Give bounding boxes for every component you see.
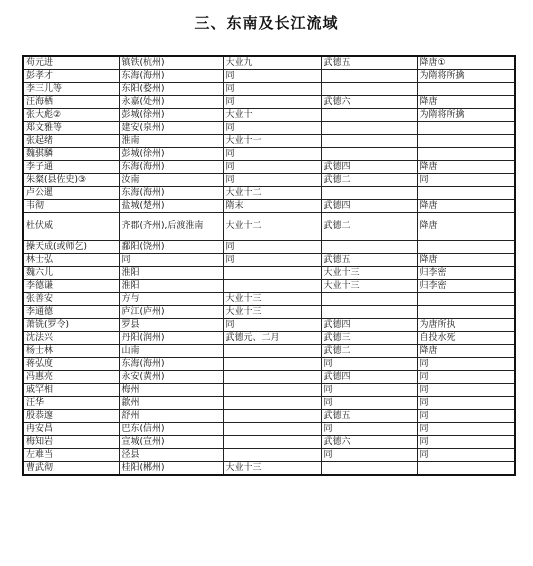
leader-cell: 蒋弘度 [23, 358, 119, 371]
leader-cell: 汪海栖 [23, 96, 119, 109]
table-row [23, 345, 515, 358]
leader-cell: 梅知岩 [23, 436, 119, 449]
leader-cell: 冯惠亮 [23, 371, 119, 384]
end-cell: 大业十三 [321, 280, 417, 293]
outcome-cell [417, 306, 515, 319]
start-cell: 同 [223, 319, 321, 332]
rebels-table [22, 55, 516, 476]
end-cell: 武德三 [321, 332, 417, 345]
leader-cell: 彭孝才 [23, 70, 119, 83]
start-cell: 大业十二 [223, 213, 321, 241]
end-cell: 武德二 [321, 345, 417, 358]
table-row [23, 122, 515, 135]
origin-cell: 永嘉(处州) [119, 96, 223, 109]
end-cell [321, 462, 417, 476]
end-cell [321, 187, 417, 200]
start-cell [223, 280, 321, 293]
start-cell: 同 [223, 122, 321, 135]
start-cell [223, 436, 321, 449]
outcome-cell: 归李密 [417, 267, 515, 280]
outcome-cell: 同 [417, 174, 515, 187]
start-cell: 大业十三 [223, 293, 321, 306]
table-body [23, 56, 515, 475]
end-cell: 武德四 [321, 161, 417, 174]
table-row [23, 241, 515, 254]
start-cell: 大业十一 [223, 135, 321, 148]
leader-cell: 冉安昌 [23, 423, 119, 436]
origin-cell: 歙州 [119, 397, 223, 410]
end-cell: 武德四 [321, 371, 417, 384]
origin-cell: 巴东(信州) [119, 423, 223, 436]
end-cell: 武德四 [321, 200, 417, 213]
start-cell [223, 267, 321, 280]
table-row [23, 83, 515, 96]
outcome-cell: 同 [417, 423, 515, 436]
outcome-cell [417, 135, 515, 148]
end-cell: 同 [321, 423, 417, 436]
origin-cell: 桂阳(郴州) [119, 462, 223, 476]
table-row [23, 161, 515, 174]
end-cell [321, 293, 417, 306]
table-row [23, 397, 515, 410]
end-cell [321, 148, 417, 161]
outcome-cell: 降唐 [417, 96, 515, 109]
origin-cell: 庐江(庐州) [119, 306, 223, 319]
leader-cell: 杨士林 [23, 345, 119, 358]
outcome-cell: 同 [417, 384, 515, 397]
table-row [23, 436, 515, 449]
end-cell: 武德五 [321, 56, 417, 70]
end-cell: 同 [321, 384, 417, 397]
origin-cell: 罗县 [119, 319, 223, 332]
outcome-cell [417, 148, 515, 161]
end-cell [321, 70, 417, 83]
leader-cell: 卢公暹 [23, 187, 119, 200]
origin-cell: 东海(海州) [119, 358, 223, 371]
outcome-cell: 为隋将所擒 [417, 109, 515, 122]
table-row [23, 56, 515, 70]
end-cell: 同 [321, 449, 417, 462]
leader-cell: 萧铣(罗令) [23, 319, 119, 332]
outcome-cell: 降唐 [417, 213, 515, 241]
origin-cell: 淮阳 [119, 267, 223, 280]
start-cell [223, 384, 321, 397]
start-cell: 同 [223, 70, 321, 83]
table-row [23, 187, 515, 200]
leader-cell: 魏骐驎 [23, 148, 119, 161]
end-cell: 武德六 [321, 436, 417, 449]
origin-cell: 彭城(徐州) [119, 148, 223, 161]
outcome-cell: 同 [417, 371, 515, 384]
outcome-cell: 为隋将所擒 [417, 70, 515, 83]
outcome-cell: 自投水死 [417, 332, 515, 345]
table-row [23, 449, 515, 462]
table-row [23, 306, 515, 319]
leader-cell: 郑文雅等 [23, 122, 119, 135]
table-row [23, 358, 515, 371]
outcome-cell: 归李密 [417, 280, 515, 293]
origin-cell: 东阳(婺州) [119, 83, 223, 96]
start-cell: 隋末 [223, 200, 321, 213]
origin-cell: 镇铁(杭州) [119, 56, 223, 70]
start-cell: 大业十三 [223, 462, 321, 476]
start-cell [223, 397, 321, 410]
leader-cell: 林士弘 [23, 254, 119, 267]
leader-cell: 苟元进 [23, 56, 119, 70]
table-row [23, 96, 515, 109]
table-row [23, 462, 515, 476]
end-cell: 武德二 [321, 174, 417, 187]
outcome-cell [417, 187, 515, 200]
outcome-cell: 同 [417, 410, 515, 423]
end-cell [321, 122, 417, 135]
leader-cell: 张善安 [23, 293, 119, 306]
leader-cell: 操天成(或师乞) [23, 241, 119, 254]
origin-cell: 齐郡(齐州),后渡淮南 [119, 213, 223, 241]
origin-cell: 鄱阳(饶州) [119, 241, 223, 254]
outcome-cell [417, 462, 515, 476]
start-cell: 同 [223, 83, 321, 96]
start-cell [223, 449, 321, 462]
table-row [23, 293, 515, 306]
origin-cell: 东海(海州) [119, 70, 223, 83]
leader-cell: 张起绪 [23, 135, 119, 148]
origin-cell: 东海(海州) [119, 187, 223, 200]
origin-cell: 彭城(徐州) [119, 109, 223, 122]
origin-cell: 丹阳(润州) [119, 332, 223, 345]
end-cell: 大业十三 [321, 267, 417, 280]
start-cell: 武德元、二月 [223, 332, 321, 345]
outcome-cell [417, 122, 515, 135]
table-row [23, 371, 515, 384]
table-row [23, 410, 515, 423]
leader-cell: 李通德 [23, 306, 119, 319]
leader-cell: 魏六儿 [23, 267, 119, 280]
origin-cell: 永安(黄州) [119, 371, 223, 384]
start-cell: 同 [223, 241, 321, 254]
start-cell [223, 423, 321, 436]
leader-cell: 韦彻 [23, 200, 119, 213]
start-cell: 同 [223, 148, 321, 161]
origin-cell: 山南 [119, 345, 223, 358]
table-row [23, 213, 515, 241]
end-cell: 同 [321, 397, 417, 410]
leader-cell: 沈法兴 [23, 332, 119, 345]
table-row [23, 423, 515, 436]
leader-cell: 殷恭邃 [23, 410, 119, 423]
start-cell [223, 371, 321, 384]
table-row [23, 384, 515, 397]
outcome-cell: 同 [417, 397, 515, 410]
table-row [23, 174, 515, 187]
start-cell: 大业十三 [223, 306, 321, 319]
table-row [23, 135, 515, 148]
start-cell: 大业十 [223, 109, 321, 122]
table-row [23, 148, 515, 161]
origin-cell: 舒州 [119, 410, 223, 423]
start-cell: 大业十二 [223, 187, 321, 200]
origin-cell: 梅州 [119, 384, 223, 397]
origin-cell: 泾县 [119, 449, 223, 462]
table-row [23, 319, 515, 332]
outcome-cell: 同 [417, 436, 515, 449]
outcome-cell [417, 241, 515, 254]
origin-cell: 汝南 [119, 174, 223, 187]
outcome-cell: 为唐所执 [417, 319, 515, 332]
start-cell [223, 410, 321, 423]
outcome-cell: 降唐 [417, 200, 515, 213]
table-row [23, 332, 515, 345]
leader-cell: 李德谦 [23, 280, 119, 293]
leader-cell: 左难当 [23, 449, 119, 462]
end-cell: 武德五 [321, 254, 417, 267]
table-row [23, 109, 515, 122]
outcome-cell: 同 [417, 358, 515, 371]
origin-cell: 淮阳 [119, 280, 223, 293]
leader-cell: 李子通 [23, 161, 119, 174]
end-cell: 同 [321, 358, 417, 371]
origin-cell: 盐城(楚州) [119, 200, 223, 213]
origin-cell: 方与 [119, 293, 223, 306]
end-cell: 武德五 [321, 410, 417, 423]
end-cell [321, 83, 417, 96]
end-cell: 武德四 [321, 319, 417, 332]
end-cell [321, 306, 417, 319]
leader-cell: 朱粲(县佐史)③ [23, 174, 119, 187]
table-row [23, 267, 515, 280]
leader-cell: 曹武彻 [23, 462, 119, 476]
page-title: 三、东南及长江流域 [194, 14, 339, 32]
leader-cell: 戚罕相 [23, 384, 119, 397]
end-cell: 武德六 [321, 96, 417, 109]
start-cell [223, 358, 321, 371]
table-row [23, 280, 515, 293]
origin-cell: 同 [119, 254, 223, 267]
outcome-cell [417, 293, 515, 306]
leader-cell: 汪华 [23, 397, 119, 410]
end-cell [321, 109, 417, 122]
table-row [23, 70, 515, 83]
outcome-cell: 降唐① [417, 56, 515, 70]
start-cell: 同 [223, 96, 321, 109]
start-cell: 同 [223, 254, 321, 267]
outcome-cell: 降唐 [417, 161, 515, 174]
end-cell [321, 135, 417, 148]
leader-cell: 李三儿等 [23, 83, 119, 96]
origin-cell: 淮南 [119, 135, 223, 148]
leader-cell: 张大彪② [23, 109, 119, 122]
outcome-cell: 降唐 [417, 254, 515, 267]
origin-cell: 东海(海州) [119, 161, 223, 174]
start-cell: 大业九 [223, 56, 321, 70]
end-cell [321, 241, 417, 254]
leader-cell: 杜伏威 [23, 213, 119, 241]
start-cell [223, 345, 321, 358]
start-cell: 同 [223, 161, 321, 174]
origin-cell: 宣城(宣州) [119, 436, 223, 449]
table-row [23, 200, 515, 213]
table-row [23, 254, 515, 267]
outcome-cell: 同 [417, 449, 515, 462]
end-cell: 武德二 [321, 213, 417, 241]
start-cell: 同 [223, 174, 321, 187]
outcome-cell: 降唐 [417, 345, 515, 358]
origin-cell: 建安(泉州) [119, 122, 223, 135]
outcome-cell [417, 83, 515, 96]
